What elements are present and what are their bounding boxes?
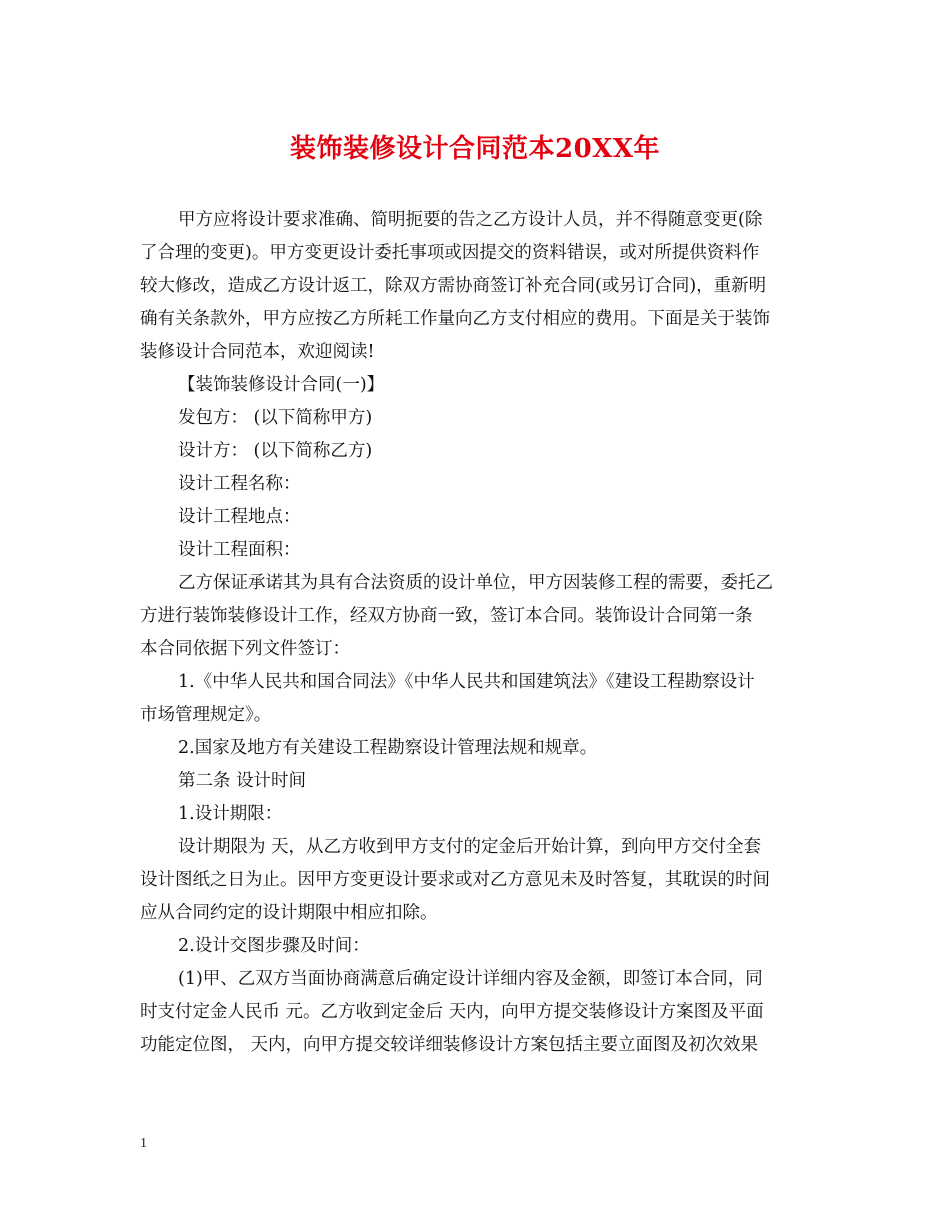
- text-line: 设计期限为 天，从乙方收到甲方支付的定金后开始计算，到向甲方交付全套: [178, 837, 762, 857]
- text-line: 功能定位图， 天内，向甲方提交较详细装修设计方案包括主要立面图及初次效果: [140, 1035, 759, 1055]
- field-line: 设计工程地点：: [178, 507, 301, 527]
- page-number: 1: [140, 1136, 147, 1151]
- text-line: 1.《中华人民共和国合同法》《中华人民共和国建筑法》《建设工程勘察设计: [178, 672, 755, 692]
- field-line: 设计工程名称：: [178, 474, 301, 494]
- party-line: 设计方： (以下简称乙方): [178, 441, 373, 461]
- text-line: 较大修改，造成乙方设计返工，除双方需协商签订补充合同(或另订合同)，重新明: [140, 276, 767, 296]
- document-title: 装饰装修设计合同范本20XX年: [289, 134, 661, 164]
- text-line: 2.设计交图步骤及时间：: [178, 936, 370, 956]
- text-line: 装修设计合同范本，欢迎阅读!: [140, 342, 375, 362]
- text-line: 甲方应将设计要求准确、简明扼要的告之乙方设计人员，并不得随意变更(除: [178, 210, 763, 230]
- party-line: 发包方： (以下简称甲方): [178, 408, 373, 428]
- section-heading: 【装饰装修设计合同(一)】: [178, 375, 385, 395]
- text-line: 了合理的变更)。甲方变更设计委托事项或因提交的资料错误，或对所提供资料作: [140, 243, 760, 263]
- text-line: 本合同依据下列文件签订：: [140, 639, 350, 659]
- text-line: 方进行装饰装修设计工作，经双方协商一致，签订本合同。装饰设计合同第一条: [140, 606, 753, 626]
- text-line: 时支付定金人民币 元。乙方收到定金后 天内，向甲方提交装修设计方案图及平面: [140, 1002, 764, 1022]
- text-line: 设计图纸之日为止。因甲方变更设计要求或对乙方意见未及时答复，其耽误的时间: [140, 870, 770, 890]
- text-line: 2.国家及地方有关建设工程勘察设计管理法规和规章。: [178, 738, 598, 758]
- text-line: (1)甲、乙双方当面协商满意后确定设计详细内容及金额，即签订本合同，同: [178, 969, 763, 989]
- text-line: 确有关条款外，甲方应按乙方所耗工作量向乙方支付相应的费用。下面是关于装饰: [140, 309, 770, 329]
- field-line: 设计工程面积：: [178, 540, 301, 560]
- text-line: 市场管理规定》。: [140, 705, 272, 725]
- text-line: 应从合同约定的设计期限中相应扣除。: [140, 903, 438, 923]
- text-line: 乙方保证承诺其为具有合法资质的设计单位，甲方因装修工程的需要，委托乙: [178, 573, 773, 593]
- section-heading: 第二条 设计时间: [178, 771, 307, 791]
- text-line: 1.设计期限：: [178, 804, 283, 824]
- document-body: [140, 204, 812, 1062]
